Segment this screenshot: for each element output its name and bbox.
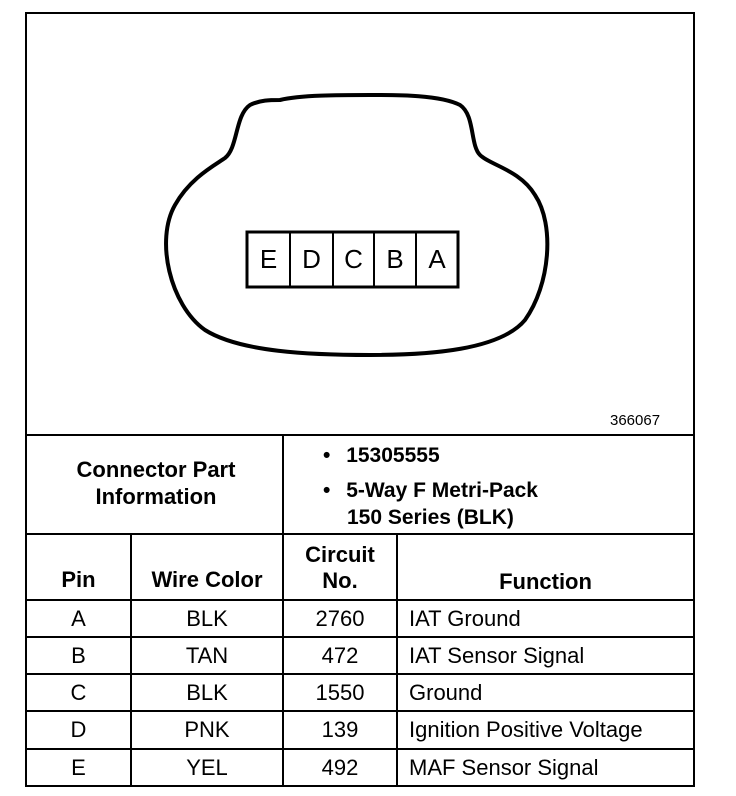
header-circuit-line1: Circuit <box>305 542 375 567</box>
cell-pin: C <box>70 680 87 705</box>
divider-part-info-vertical <box>282 434 284 535</box>
pin-label-c: C <box>344 244 363 274</box>
cell-function: MAF Sensor Signal <box>409 755 599 780</box>
part-number-line <box>323 443 440 469</box>
cell-circuit: 492 <box>321 755 359 780</box>
pin-label-d: D <box>302 244 321 274</box>
divider-top <box>25 434 695 436</box>
cell-wire-color: PNK <box>184 717 230 742</box>
cell-wire-color: BLK <box>186 606 228 631</box>
header-function: Function <box>499 568 592 594</box>
cell-function: Ground <box>409 680 483 705</box>
cell-circuit: 1550 <box>315 680 365 705</box>
bullet: • <box>323 444 331 467</box>
header-pin: Pin <box>61 566 96 592</box>
drawing-number: 366067 <box>610 412 661 429</box>
pin-label-e: E <box>259 244 278 274</box>
part-info-label: Connector Part Information <box>76 457 236 509</box>
cell-circuit: 139 <box>321 717 359 742</box>
cell-wire-color: BLK <box>186 680 228 705</box>
description-line-2: 150 Series (BLK) <box>347 506 514 529</box>
cell-wire-color: YEL <box>186 755 228 780</box>
header-circuit-line2: No. <box>322 568 358 593</box>
header-circuit <box>284 538 396 598</box>
cell-function: IAT Ground <box>409 606 521 631</box>
pin-label-b: B <box>386 244 404 274</box>
header-wire-color: Wire Color <box>151 566 263 592</box>
cell-wire-color: TAN <box>185 643 229 668</box>
part-number: 15305555 <box>346 444 440 467</box>
divider-part-info <box>25 533 695 535</box>
cell-pin: A <box>71 606 86 631</box>
pin-label-a: A <box>428 244 446 274</box>
cell-pin: E <box>71 755 86 780</box>
description-text-1: 5-Way F Metri-Pack <box>346 479 538 502</box>
cell-function: Ignition Positive Voltage <box>409 717 643 742</box>
connector-housing-shape <box>166 95 547 355</box>
cell-circuit: 2760 <box>315 606 365 631</box>
cell-circuit: 472 <box>321 643 359 668</box>
cell-function: IAT Sensor Signal <box>409 643 585 668</box>
bullet: • <box>323 479 331 502</box>
description-line-1 <box>323 478 538 504</box>
cell-pin: D <box>70 717 87 742</box>
cell-pin: B <box>71 643 86 668</box>
